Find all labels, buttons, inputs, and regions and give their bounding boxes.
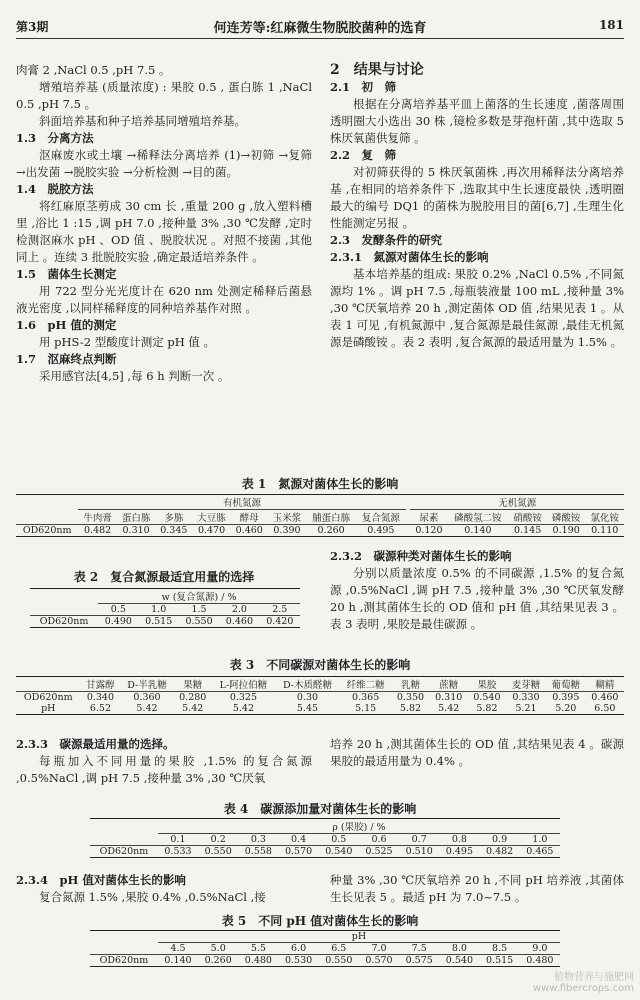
table-header-cell: 8.5 <box>492 943 508 954</box>
table-header-cell: 0.5 <box>110 604 126 615</box>
table-cell: 0.420 <box>266 616 294 627</box>
table-cell: 0.340 <box>86 692 115 703</box>
paragraph: 复合氮源 1.5% ,果胶 0.4% ,0.5%NaCl ,接 <box>39 890 266 904</box>
table-row <box>16 703 624 715</box>
table-header-cell: 6.5 <box>331 943 347 954</box>
table-header-cell: 磷酸氢二铵 <box>454 513 502 524</box>
section-2-3-4-right <box>330 872 624 906</box>
table-cell: 0.470 <box>197 525 226 536</box>
table-cell: 0.465 <box>526 846 554 857</box>
paragraph: 用 722 型分光光度计在 620 nm 处测定稀释后菌悬液光密度 ,以同样稀释度的同种培养基作对照 。 <box>16 284 312 315</box>
table-header-cell: 0.6 <box>371 834 387 845</box>
table-1 <box>16 494 624 537</box>
table-header-row <box>90 943 560 955</box>
table-2 <box>30 588 300 628</box>
table-cell: 0.482 <box>84 525 112 536</box>
table-header-cell: 氯化铵 <box>590 513 619 524</box>
section-2-3-2 <box>330 548 624 633</box>
table-cell: 0.280 <box>179 692 207 703</box>
issue-number: 第3期 <box>16 20 49 34</box>
section-heading: 2.3.4 pH 值对菌体生长的影响 <box>16 873 186 887</box>
paragraph: 每瓶加入不同用量的果胶 ,1.5% 的复合氮源 ,0.5%NaCl ,调 pH 7.5 ,接种量 3% ,30 ℃厌氧 <box>16 754 312 785</box>
table-cell: 0.540 <box>473 692 501 703</box>
table-cell: 6.52 <box>89 703 111 714</box>
table-header-cell: 5.0 <box>210 943 226 954</box>
table-caption: 表 2 复合氮源最适宜用量的选择 <box>73 570 255 584</box>
table-cell: 5.20 <box>555 703 577 714</box>
row-label: OD620nm <box>39 616 89 627</box>
table-cell: 0.515 <box>486 955 514 966</box>
table-header-cell: 1.0 <box>151 604 167 615</box>
table-header-cell: 0.5 <box>331 834 347 845</box>
table-4 <box>90 818 560 858</box>
table-row <box>16 525 624 537</box>
section-heading: 2.3 发酵条件的研究 <box>330 233 443 247</box>
table-cell: 0.390 <box>273 525 301 536</box>
table-header-row <box>16 510 624 525</box>
paragraph: 沤麻废水或土壤 →稀释法分离培养 (1)→初筛 →复筛 →出发菌 →脱胶实验 →分析检测 →目的菌。 <box>16 148 312 179</box>
table-header-cell: 麦芽糖 <box>511 680 541 691</box>
table-header-cell: 糊精 <box>595 680 615 691</box>
paragraph: 种量 3% ,30 ℃厌氧培养 20 h ,不同 pH 培养液 ,其菌体生长见表 5 。最适 pH 为 7.0~7.5 。 <box>330 873 624 904</box>
table-cell: 0.495 <box>445 846 473 857</box>
table-cell: 0.360 <box>133 692 161 703</box>
table-group-label: 无机氮源 <box>410 495 624 510</box>
table-3 <box>16 676 624 715</box>
table-cell: 0.365 <box>352 692 380 703</box>
paragraph: 将红麻原茎剪成 30 cm 长 ,重量 200 g ,放入塑料槽里 ,浴比 1 :15 ,调 pH 7.0 ,接种量 3% ,30 ℃发酵 ,定时检测沤麻水 pH 、OD 值 、脱胶状况 。对照不接菌 ,其他同上 。连续 3 批脱胶实验 ,确定最适培养条件 。 <box>16 199 312 264</box>
table-header-cell: 1.0 <box>532 834 548 845</box>
table-cell: 6.50 <box>594 703 616 714</box>
table-cell: 5.42 <box>232 703 254 714</box>
table-cell: 0.30 <box>296 692 319 703</box>
row-label: OD620nm <box>22 525 72 536</box>
table-header-cell: 多胨 <box>164 513 184 524</box>
section-heading: 2 结果与讨论 <box>330 62 424 78</box>
table-cell: 0.310 <box>435 692 463 703</box>
paragraph: 分别以质量浓度 0.5% 的不同碳源 ,1.5% 的复合氮源 ,0.5%NaCl ,调 pH 7.5 ,接种量 3% ,30 ℃厌氧发酵 20 h ,测其菌体生长的 OD 值和 pH 值 ,其结果见表 3 。表 3 表明 ,果胶是最佳碳源 。 <box>330 566 624 631</box>
table-cell: 0.480 <box>526 955 554 966</box>
section-heading: 1.7 沤麻终点判断 <box>16 352 117 366</box>
section-2-3-3-right <box>330 736 624 770</box>
table-row <box>90 846 560 858</box>
running-title: 何连芳等:红麻微生物脱胶菌种的选育 <box>213 21 427 36</box>
table-cell: 0.570 <box>284 846 313 857</box>
section-heading: 2.2 复 筛 <box>330 148 397 162</box>
right-column-top <box>330 62 624 351</box>
section-heading: 2.1 初 筛 <box>330 80 397 94</box>
table-header-cell: 9.0 <box>532 943 548 954</box>
table-cell: 0.550 <box>325 955 353 966</box>
table-header-cell: 0.9 <box>492 834 508 845</box>
table-header-cell: 1.5 <box>191 604 207 615</box>
table-cell: 0.480 <box>244 955 272 966</box>
table-row <box>16 692 624 704</box>
table-group-label: pH <box>158 931 560 943</box>
paragraph: 基本培养基的组成: 果胶 0.2% ,NaCl 0.5% ,不同氮源均 1% 。调 pH 7.5 ,每瓶装液量 100 mL ,接种量 3% ,30 ℃厌氧培养 20 h ,测定菌体 OD 值 ,结果见表 1 。从表 1 可见 ,有机氮源中 ,复合氮源是最佳氮源 ,最佳无机氮源是磷酸铵 。表 2 表明 ,复合氮源的最适用量为 1.5% 。 <box>330 267 624 349</box>
table-group-label: w (复合氮源) / % <box>98 589 300 604</box>
table-cell: 0.540 <box>445 955 473 966</box>
table-cell: 0.260 <box>204 955 232 966</box>
section-heading: 1.5 菌体生长测定 <box>16 267 117 281</box>
table-cell: 5.45 <box>296 703 319 714</box>
section-heading: 2.3.3 碳源最适用量的选择。 <box>16 737 175 751</box>
table-cell: 0.260 <box>317 525 345 536</box>
table-cell: 0.550 <box>204 846 232 857</box>
table-cell: 0.330 <box>512 692 540 703</box>
table-cell: 5.82 <box>476 703 498 714</box>
table-header-row <box>30 604 300 616</box>
table-header-cell: D-木质醛糖 <box>282 680 332 691</box>
table-cell: 0.550 <box>185 616 213 627</box>
table-row <box>30 616 300 628</box>
table-group-label: 有机氮源 <box>78 495 405 510</box>
row-label: OD620nm <box>99 955 149 966</box>
section-heading: 1.4 脱胶方法 <box>16 182 94 196</box>
table-header-cell: D-半乳糖 <box>127 680 167 691</box>
table-header-cell: 0.3 <box>250 834 266 845</box>
table-cell: 0.140 <box>164 955 192 966</box>
table-header-cell: 8.0 <box>451 943 467 954</box>
table-cell: 5.15 <box>355 703 377 714</box>
section-heading: 1.3 分离方法 <box>16 131 94 145</box>
section-2-3-4-left <box>16 872 312 906</box>
table-header-cell: 2.0 <box>231 604 247 615</box>
table-header-cell: 尿素 <box>419 513 439 524</box>
table-header-cell: 酵母 <box>239 513 259 524</box>
table-cell: 0.120 <box>415 525 443 536</box>
paragraph: 培养 20 h ,测其菌体生长的 OD 值 ,其结果见表 4 。碳源果胶的最适用量为 0.4% 。 <box>330 737 624 768</box>
table-header-cell: 乳糖 <box>400 680 420 691</box>
left-column-top <box>16 62 312 385</box>
table-cell: 0.570 <box>365 955 393 966</box>
table-header-cell: 纤维二糖 <box>346 680 385 691</box>
table-cell: 0.533 <box>164 846 192 857</box>
row-label: pH <box>41 703 56 714</box>
table-header-cell: 牛肉膏 <box>83 513 112 524</box>
table-4-grid <box>90 818 560 858</box>
watermark-line: www.fibercrops.com <box>532 983 634 994</box>
table-cell: 0.310 <box>122 525 150 536</box>
paragraph: 用 pHS-2 型酸度计测定 pH 值 。 <box>39 335 216 349</box>
table-cell: 0.510 <box>405 846 433 857</box>
table-cell: 0.345 <box>160 525 188 536</box>
table-cell: 0.460 <box>235 525 263 536</box>
table-cell: 5.42 <box>182 703 204 714</box>
table-cell: 0.495 <box>367 525 395 536</box>
paragraph: 肉膏 2 ,NaCl 0.5 ,pH 7.5 。 <box>16 63 171 77</box>
table-cell: 0.110 <box>591 525 619 536</box>
table-cell: 0.540 <box>325 846 353 857</box>
table-header-cell: 6.0 <box>291 943 307 954</box>
table-header-cell: 果胶 <box>477 680 497 691</box>
paragraph: 增殖培养基 (质量浓度) : 果胶 0.5 , 蛋白胨 1 ,NaCl 0.5 ,pH 7.5 。 <box>16 80 312 111</box>
table-cell: 0.575 <box>405 955 433 966</box>
table-cell: 0.515 <box>145 616 173 627</box>
table-header-cell: 脯蛋白胨 <box>312 513 351 524</box>
table-cell: 0.140 <box>464 525 492 536</box>
paragraph: 采用感官法[4,5] ,每 6 h 判断一次 。 <box>39 369 230 383</box>
table-caption: 表 4 碳源添加量对菌体生长的影响 <box>223 802 417 816</box>
table-header-cell: 大豆胨 <box>197 513 226 524</box>
table-header-cell: 4.5 <box>170 943 186 954</box>
paragraph: 斜面培养基和种子培养基同增殖培养基。 <box>39 114 246 128</box>
table-group-label: ρ (果胶) / % <box>158 819 560 834</box>
table-header-cell: 复合氮源 <box>361 513 400 524</box>
section-heading: 1.6 pH 值的测定 <box>16 318 117 332</box>
table-header-row <box>90 834 560 846</box>
section-heading: 2.3.1 氮源对菌体生长的影响 <box>330 250 489 264</box>
table-header-cell: 0.8 <box>451 834 467 845</box>
table-header-cell: 蔗糖 <box>439 680 459 691</box>
table-cell: 0.525 <box>365 846 393 857</box>
table-header-cell: 0.4 <box>291 834 307 845</box>
table-5-grid <box>90 930 560 967</box>
table-cell: 5.82 <box>399 703 422 714</box>
table-3-grid <box>16 676 624 715</box>
table-5 <box>90 930 560 967</box>
table-header-row <box>16 677 624 692</box>
table-cell: 0.190 <box>552 525 580 536</box>
row-label: OD620nm <box>99 846 149 857</box>
table-cell: 5.42 <box>438 703 460 714</box>
watermark-line: 植物营养与施肥网 <box>554 972 634 983</box>
table-cell: 0.490 <box>104 616 132 627</box>
table-header-cell: 磷酸铵 <box>551 513 581 524</box>
table-cell: 0.460 <box>225 616 253 627</box>
table-header-cell: 7.5 <box>411 943 427 954</box>
table-header-cell: 0.1 <box>170 834 186 845</box>
section-2-3-3-left <box>16 736 312 787</box>
table-cell: 0.558 <box>244 846 272 857</box>
table-header-cell: 玉米浆 <box>272 513 302 524</box>
table-cell: 0.482 <box>486 846 514 857</box>
table-header-cell: 果糖 <box>183 680 203 691</box>
paragraph: 对初筛获得的 5 株厌氧菌株 ,再次用稀释法分离培养基 ,在相同的培养条件下 ,选取其中生长速度最快 ,透明圈最大的编号 DQ1 的菌株为脱胶用目的菌[6,7] ,生理生化性能测定另报 。 <box>330 165 624 230</box>
table-caption: 表 1 氮源对菌体生长的影响 <box>241 477 399 491</box>
table-cell: 5.42 <box>136 703 158 714</box>
row-label: OD620nm <box>23 692 73 703</box>
table-cell: 0.530 <box>284 955 313 966</box>
table-caption: 表 3 不同碳源对菌体生长的影响 <box>229 658 411 672</box>
table-cell: 5.21 <box>515 703 537 714</box>
table-header-cell: 7.0 <box>371 943 387 954</box>
table-header-cell: 葡萄糖 <box>551 680 581 691</box>
table-header-cell: 甘露醇 <box>86 680 115 691</box>
table-cell: 0.350 <box>396 692 425 703</box>
table-header-cell: L-阿拉伯糖 <box>219 680 268 691</box>
table-caption: 表 5 不同 pH 值对菌体生长的影响 <box>221 914 419 928</box>
table-header-cell: 2.5 <box>272 604 288 615</box>
section-heading: 2.3.2 碳源种类对菌体生长的影响 <box>330 549 512 563</box>
table-header-cell: 5.5 <box>250 943 266 954</box>
table-cell: 0.460 <box>591 692 619 703</box>
page-number: 181 <box>598 18 624 32</box>
table-row <box>90 955 560 967</box>
table-header-cell: 硝酸铵 <box>513 513 542 524</box>
paragraph: 根据在分离培养基平皿上菌落的生长速度 ,菌落周围透明圈大小选出 30 株 ,镜检多数是芽孢杆菌 ,其中选取 5 株厌氧菌供复筛 。 <box>330 97 624 145</box>
table-1-grid <box>16 494 624 537</box>
table-header-cell: 0.2 <box>210 834 226 845</box>
watermark <box>533 968 634 994</box>
table-cell: 0.395 <box>552 692 580 703</box>
table-cell: 0.145 <box>514 525 542 536</box>
running-header <box>16 14 624 39</box>
table-header-cell: 0.7 <box>411 834 427 845</box>
table-2-grid <box>30 588 300 628</box>
table-cell: 0.325 <box>229 692 258 703</box>
table-header-cell: 蛋白胨 <box>121 513 151 524</box>
